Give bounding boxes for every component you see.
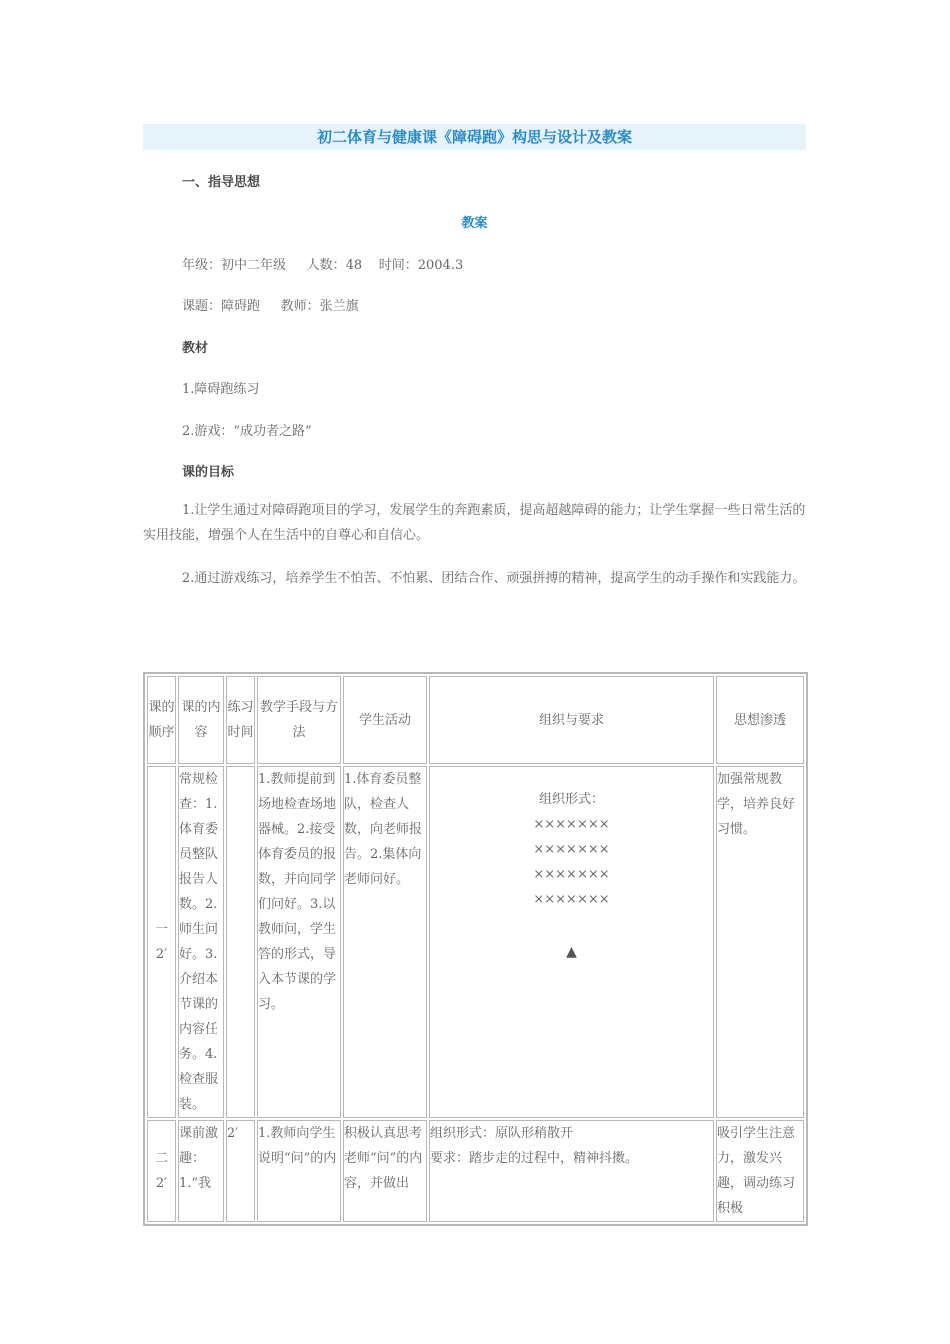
table-row bbox=[147, 1120, 804, 1222]
header-cell: 组织与要求 bbox=[429, 676, 714, 764]
order-time: 2′ bbox=[155, 947, 168, 962]
materials-heading: 教材 bbox=[182, 341, 209, 356]
header-cell: 课的内容 bbox=[178, 676, 224, 764]
org-line: 组织形式：原队形稍散开 bbox=[430, 1126, 574, 1141]
goals-heading: 课的目标 bbox=[182, 465, 235, 480]
methods-cell: 1.教师提前到场地检查场地器械。2.接受体育委员的报数，并向同学们问好。3.以教师问，学生答的形式，导入本节课的学习。 bbox=[257, 766, 341, 1118]
activity-cell: 积极认真思考老师“问”的内容，并做出 bbox=[343, 1120, 427, 1222]
header-cell: 练习时间 bbox=[226, 676, 255, 764]
order-number: 二 bbox=[154, 1151, 168, 1166]
org-line: 要求：踏步走的过程中，精神抖擞。 bbox=[430, 1151, 639, 1166]
thought-cell: 吸引学生注意力，激发兴趣，调动练习积极 bbox=[716, 1120, 804, 1222]
organization-cell bbox=[429, 1120, 714, 1222]
goal-paragraph: 1.让学生通过对障碍跑项目的学习，发展学生的奔跑素质，提高超越障碍的能力；让学生掌握一些日常生活的实用技能，增强个人在生活中的自尊心和自信心。 bbox=[143, 503, 806, 543]
formation-row: ××××××× bbox=[533, 817, 610, 832]
lesson-plan-table bbox=[143, 672, 808, 1226]
info-line-topic: 课题：障碍跑 教师：张兰旗 bbox=[182, 299, 359, 314]
order-cell bbox=[147, 766, 176, 1118]
order-number: 一 bbox=[154, 922, 168, 937]
goal-paragraph: 2.通过游戏练习，培养学生不怕苦、不怕累、团结合作、顽强拼搏的精神，提高学生的动手操作和实践能力。 bbox=[182, 571, 806, 586]
header-cell: 学生活动 bbox=[343, 676, 427, 764]
lesson-plan-heading: 教案 bbox=[461, 216, 488, 231]
order-cell bbox=[147, 1120, 176, 1222]
content-cell: 常规检查：1.体育委员整队报告人数。2.师生问好。3.介绍本节课的内容任务。4.检查服装。 bbox=[178, 766, 224, 1118]
thought-cell: 加强常规教学，培养良好习惯。 bbox=[716, 766, 804, 1118]
practice-time-cell bbox=[226, 766, 255, 1118]
formation-row: ××××××× bbox=[533, 842, 610, 857]
teacher-position-icon: ▲ bbox=[566, 944, 577, 960]
methods-cell: 1.教师向学生说明“问”的内 bbox=[257, 1120, 341, 1222]
header-cell: 思想渗透 bbox=[716, 676, 804, 764]
content-cell: 课前激趣：1.“我 bbox=[178, 1120, 224, 1222]
section-heading-guiding-thought: 一、指导思想 bbox=[182, 175, 261, 190]
page-title: 初二体育与健康课《障碍跑》构思与设计及教案 bbox=[143, 124, 806, 150]
practice-time-cell: 2′ bbox=[226, 1120, 255, 1222]
formation-row: ××××××× bbox=[533, 867, 610, 882]
header-cell: 教学手段与方法 bbox=[257, 676, 341, 764]
info-line-grade: 年级：初中二年级 人数：48 时间：2004.3 bbox=[182, 258, 464, 273]
header-cell: 课的顺序 bbox=[147, 676, 176, 764]
activity-cell: 1.体育委员整队，检查人数，向老师报告。2.集体向老师问好。 bbox=[343, 766, 427, 1118]
formation-row: ××××××× bbox=[533, 892, 610, 907]
materials-item: 1.障碍跑练习 bbox=[182, 382, 260, 397]
materials-item: 2.游戏：“成功者之路” bbox=[182, 424, 312, 439]
table-header-row bbox=[147, 676, 804, 764]
organization-cell bbox=[429, 766, 714, 1118]
order-time: 2′ bbox=[155, 1176, 168, 1191]
table-row bbox=[147, 766, 804, 1118]
org-label: 组织形式： bbox=[538, 792, 604, 807]
